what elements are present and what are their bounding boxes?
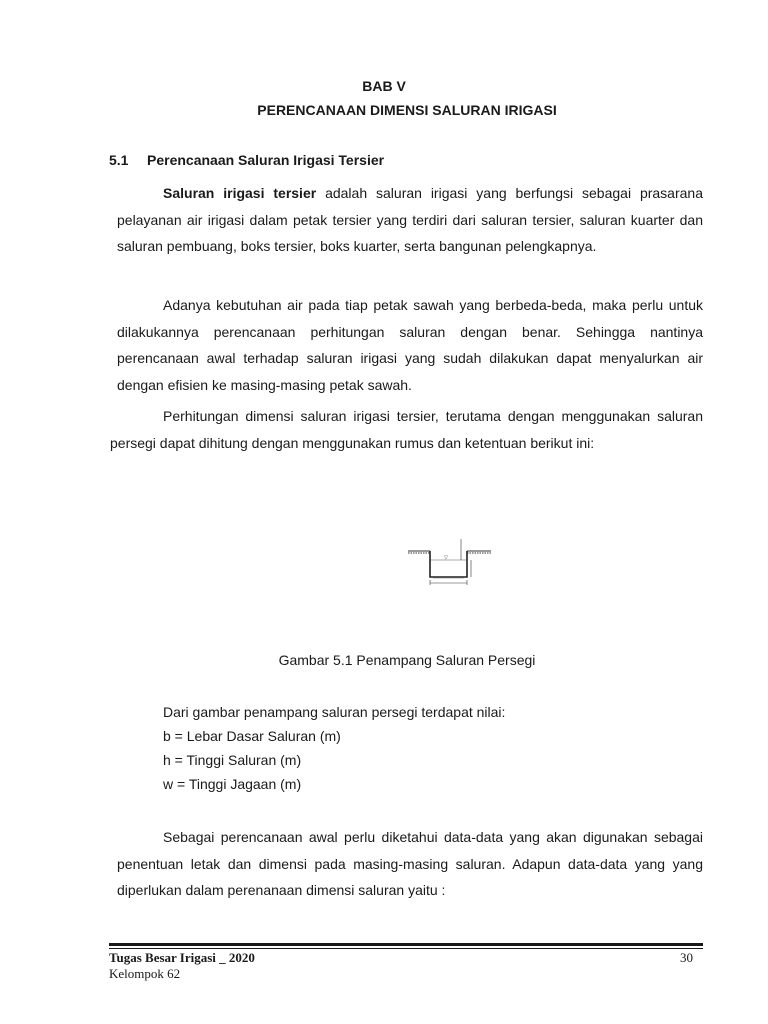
paragraph-1 [117,180,703,260]
svg-text:▽: ▽ [444,555,448,561]
paragraph-1-bold-term: Saluran irigasi tersier [163,185,317,201]
chapter-title: PERENCANAAN DIMENSI SALURAN IRIGASI [257,102,557,118]
definition-list [163,700,505,796]
chapter-label: BAB V [362,78,406,94]
paragraph-1-text: adalah saluran irigasi yang berfungsi sebagai prasarana pelayanan air irigasi dalam petak tersier yang terdiri dari saluran tersier, saluran kuarter dan saluran pembuang, boks tersier, boks kuarter, serta bangunan pelengkapnya. [117,185,703,254]
paragraph-4: Sebagai perencanaan awal perlu diketahui data-data yang akan digunakan sebagai penentuan letak dan dimensi pada masing-masing saluran. Adapun data-data yang yang diperlukan dalam perenanaan dimensi saluran yaitu : [117,829,703,898]
rectangular-channel-figure [405,535,501,595]
figure-caption: Gambar 5.1 Penampang Saluran Persegi [278,652,536,668]
definition-w: w = Tinggi Jagaan (m) [163,776,302,792]
footer-rule-thin [109,948,703,949]
definition-h: h = Tinggi Saluran (m) [163,752,302,768]
footer-info [109,950,255,982]
page-number: 30 [680,950,693,965]
paragraph-3: Perhitungan dimensi saluran irigasi tersier, terutama dengan menggunakan saluran persegi dapat dihitung dengan menggunakan rumus dan ketentuan berikut ini: [110,408,703,451]
definition-intro: Dari gambar penampang saluran persegi terdapat nilai: [163,704,506,720]
paragraph-2: Adanya kebutuhan air pada tiap petak sawah yang berbeda-beda, maka perlu untuk dilakukannya perencanaan perhitungan saluran dengan benar. Sehingga nantinya perencanaan awal terhadap saluran irigasi yang sudah dilakukan dapat menyalurkan air dengan efisien ke masing-masing petak sawah. [117,297,703,393]
section-heading [109,152,384,168]
footer-course: Tugas Besar Irigasi _ 2020 [109,950,255,965]
section-title: Perencanaan Saluran Irigasi Tersier [147,152,385,168]
definition-b: b = Lebar Dasar Saluran (m) [163,728,341,744]
footer-group: Kelompok 62 [109,966,181,981]
section-number: 5.1 [109,152,129,168]
footer-rule-thick [109,943,703,946]
